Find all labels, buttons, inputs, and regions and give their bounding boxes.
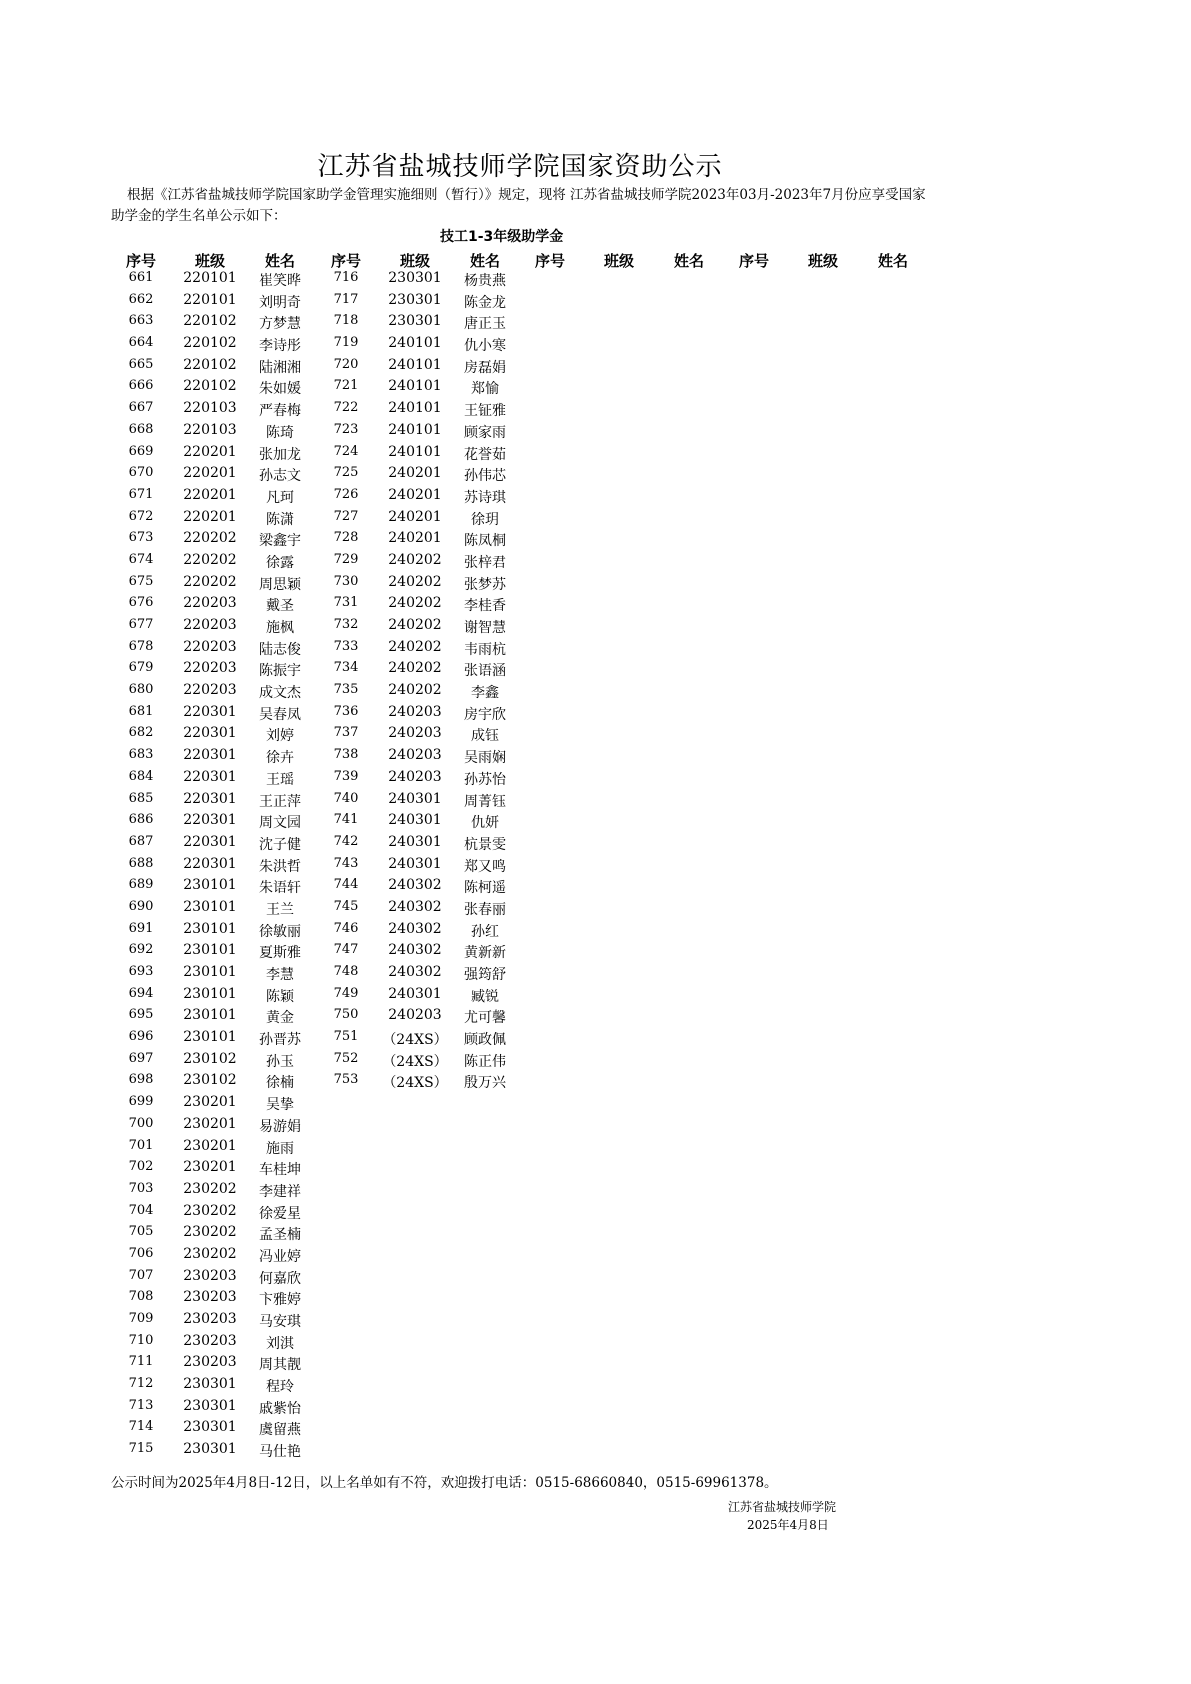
- cell-no: 743: [333, 855, 359, 871]
- cell-name: 张语涵: [464, 663, 506, 680]
- cell-name: 卞雅婷: [259, 1292, 301, 1309]
- cell-name: 张梦苏: [464, 576, 506, 593]
- cell-class: 240302: [388, 877, 442, 894]
- cell-class: 230301: [388, 313, 442, 330]
- cell-name: 陈金龙: [464, 294, 506, 311]
- cell-name: 陈凤桐: [464, 533, 506, 550]
- cell-name: 刘淇: [266, 1335, 294, 1352]
- cell-no: 738: [333, 747, 359, 763]
- header-class-2: 班级: [399, 252, 430, 270]
- cell-name: 孙红: [471, 923, 499, 940]
- header-no-4: 序号: [738, 252, 769, 270]
- cell-name: 黄金: [266, 1010, 294, 1027]
- cell-no: 730: [333, 573, 359, 589]
- cell-class: 230301: [183, 1441, 237, 1458]
- cell-class: 230101: [183, 877, 237, 894]
- cell-no: 703: [128, 1180, 154, 1196]
- cell-class: 220103: [183, 421, 237, 438]
- cell-no: 740: [333, 790, 359, 806]
- cell-name: 徐玥: [471, 511, 499, 528]
- cell-no: 702: [128, 1159, 154, 1175]
- cell-class: 230301: [183, 1376, 237, 1393]
- cell-class: 240101: [388, 400, 442, 417]
- cell-name: 王钲雅: [464, 403, 506, 420]
- header-name-4: 姓名: [877, 252, 908, 270]
- cell-no: 667: [128, 400, 154, 416]
- cell-class: 240301: [388, 812, 442, 829]
- cell-name: 徐楠: [266, 1075, 294, 1092]
- cell-no: 663: [128, 313, 154, 329]
- header-no-3: 序号: [534, 252, 565, 270]
- cell-no: 708: [128, 1289, 154, 1305]
- cell-no: 687: [128, 833, 154, 849]
- cell-class: 220202: [183, 530, 237, 547]
- cell-class: 220301: [183, 747, 237, 764]
- cell-no: 752: [333, 1050, 359, 1066]
- cell-class: 240202: [388, 682, 442, 699]
- cell-no: 717: [333, 291, 359, 307]
- cell-class: 220203: [183, 660, 237, 677]
- cell-no: 685: [128, 790, 154, 806]
- cell-no: 701: [128, 1137, 154, 1153]
- cell-name: 陈振宇: [259, 663, 301, 680]
- cell-class: 220201: [183, 508, 237, 525]
- cell-no: 668: [128, 421, 154, 437]
- cell-no: 670: [128, 465, 154, 481]
- cell-no: 679: [128, 660, 154, 676]
- cell-name: 吴春凤: [259, 706, 301, 723]
- cell-name: 张梓君: [464, 554, 506, 571]
- cell-class: 230101: [183, 942, 237, 959]
- cell-name: 程玲: [266, 1379, 294, 1396]
- cell-no: 675: [128, 573, 154, 589]
- cell-name: 陈琦: [266, 424, 294, 441]
- cell-class: 240101: [388, 378, 442, 395]
- cell-class: 240302: [388, 898, 442, 915]
- cell-no: 709: [128, 1311, 154, 1326]
- header-name-3: 姓名: [673, 252, 704, 270]
- cell-no: 714: [128, 1419, 154, 1435]
- cell-class: 240202: [388, 638, 442, 655]
- cell-name: 苏诗琪: [464, 489, 506, 506]
- cell-name: 杨贵燕: [464, 273, 506, 289]
- cell-class: 230101: [183, 1029, 237, 1046]
- cell-no: 683: [128, 747, 154, 763]
- cell-name: 陈柯遥: [464, 880, 506, 897]
- cell-no: 671: [128, 486, 154, 502]
- cell-name: 强筠舒: [464, 967, 506, 983]
- header-class-4: 班级: [807, 252, 838, 270]
- cell-no: 719: [333, 335, 359, 351]
- cell-no: 706: [128, 1245, 154, 1261]
- cell-class: （24XS）: [382, 1075, 448, 1092]
- cell-no: 672: [128, 508, 154, 524]
- cell-name: 周文园: [259, 815, 301, 832]
- cell-no: 713: [128, 1397, 154, 1413]
- cell-name: 尤可馨: [464, 1010, 506, 1027]
- cell-name: 崔笑晔: [259, 273, 301, 289]
- cell-name: 夏斯雅: [259, 945, 301, 962]
- cell-name: 孙玉: [266, 1053, 294, 1070]
- cell-class: 220203: [183, 638, 237, 655]
- cell-class: 240301: [388, 790, 442, 807]
- header-class-1: 班级: [194, 252, 225, 270]
- cell-class: 230301: [183, 1419, 237, 1436]
- cell-class: 230203: [183, 1311, 237, 1327]
- cell-class: 220203: [183, 595, 237, 612]
- cell-name: 周菁钰: [464, 793, 506, 810]
- header-no-1: 序号: [125, 252, 156, 270]
- cell-class: 220102: [183, 378, 237, 395]
- cell-name: 李鑫: [471, 685, 499, 702]
- cell-no: 699: [128, 1094, 154, 1110]
- cell-no: 680: [128, 682, 154, 698]
- cell-name: 徐露: [266, 554, 294, 571]
- cell-class: 230301: [388, 291, 442, 308]
- footer-notice: 公示时间为2025年4月8日-12日，以上名单如有不符，欢迎拨打电话：0515-68660840，0515-69961378。: [111, 1475, 778, 1491]
- cell-name: 王正萍: [259, 793, 301, 810]
- cell-class: 220203: [183, 682, 237, 699]
- cell-no: 692: [128, 942, 154, 958]
- cell-no: 725: [333, 465, 359, 481]
- cell-class: 230101: [183, 920, 237, 937]
- cell-no: 697: [128, 1050, 154, 1066]
- cell-name: 王瑶: [266, 771, 294, 788]
- cell-no: 753: [333, 1072, 359, 1088]
- header-name-2: 姓名: [469, 252, 500, 270]
- cell-class: 220301: [183, 725, 237, 742]
- cell-name: 戴圣: [266, 598, 294, 615]
- intro-paragraph: 根据《江苏省盐城技师学院国家助学金管理实施细则（暂行）》规定，现将 江苏省盐城技师学院2023年03月-2023年7月份应享受国家助学金的学生名单公示如下：: [111, 187, 926, 224]
- cell-name: 李建祥: [259, 1183, 301, 1200]
- cell-class: 240201: [388, 508, 442, 525]
- cell-class: 220101: [183, 291, 237, 308]
- cell-class: 240202: [388, 595, 442, 612]
- cell-class: 220201: [183, 443, 237, 460]
- cell-name: 王兰: [266, 901, 294, 918]
- cell-name: 张加龙: [259, 446, 301, 463]
- cell-name: 仇小寒: [464, 338, 506, 355]
- cell-name: 徐爱星: [259, 1205, 301, 1222]
- cell-no: 673: [128, 530, 154, 546]
- cell-class: 240202: [388, 551, 442, 568]
- cell-class: 240302: [388, 920, 442, 937]
- cell-name: 韦雨杭: [464, 641, 506, 658]
- cell-no: 751: [333, 1029, 359, 1045]
- cell-class: 230101: [183, 985, 237, 1002]
- cell-class: 230203: [183, 1354, 237, 1371]
- cell-name: 顾家雨: [464, 424, 506, 441]
- cell-name: 臧锐: [471, 988, 499, 1005]
- cell-no: 726: [333, 486, 359, 502]
- cell-no: 662: [128, 291, 154, 307]
- cell-class: 230101: [183, 898, 237, 915]
- cell-class: 240101: [388, 356, 442, 373]
- cell-class: 220102: [183, 313, 237, 330]
- cell-name: 仇妍: [471, 815, 499, 832]
- cell-no: 704: [128, 1202, 154, 1218]
- cell-no: 716: [333, 270, 359, 285]
- cell-class: 220301: [183, 703, 237, 720]
- cell-no: 722: [333, 400, 359, 416]
- cell-no: 744: [333, 877, 359, 893]
- cell-class: 230102: [183, 1072, 237, 1089]
- cell-no: 664: [128, 335, 154, 351]
- cell-name: 李桂香: [464, 598, 506, 615]
- cell-name: 郑又鸣: [464, 858, 506, 875]
- cell-class: 220201: [183, 465, 237, 482]
- cell-name: 谢智慧: [464, 620, 506, 636]
- cell-name: 孙苏怡: [464, 771, 506, 788]
- cell-class: 220102: [183, 335, 237, 352]
- cell-name: 何嘉欣: [259, 1270, 301, 1287]
- cell-no: 665: [128, 356, 154, 372]
- cell-name: 徐卉: [266, 750, 294, 767]
- cell-name: 唐正玉: [464, 316, 506, 333]
- cell-name: 车桂坤: [259, 1162, 301, 1179]
- cell-class: 240301: [388, 985, 442, 1002]
- cell-no: 715: [128, 1441, 154, 1457]
- cell-class: 240302: [388, 942, 442, 959]
- cell-name: 戚紫怡: [259, 1400, 301, 1417]
- cell-name: 陈正伟: [464, 1053, 506, 1070]
- cell-name: 陈颖: [266, 988, 294, 1005]
- table-subtitle: 技工1-3年级助学金: [440, 229, 564, 245]
- cell-class: 240201: [388, 486, 442, 503]
- cell-no: 729: [333, 551, 359, 567]
- cell-name: 陆志俊: [259, 641, 301, 658]
- cell-class: （24XS）: [382, 1032, 448, 1049]
- cell-no: 733: [333, 638, 359, 654]
- cell-class: 220102: [183, 356, 237, 373]
- cell-no: 710: [128, 1332, 154, 1348]
- cell-name: 李慧: [266, 967, 294, 983]
- cell-no: 661: [128, 270, 154, 285]
- cell-class: 240202: [388, 660, 442, 677]
- cell-class: 230203: [183, 1332, 237, 1349]
- cell-no: 742: [333, 833, 359, 849]
- cell-no: 698: [128, 1072, 154, 1088]
- cell-name: 凡珂: [266, 489, 294, 506]
- cell-class: 230301: [388, 270, 442, 286]
- cell-no: 678: [128, 638, 154, 654]
- cell-name: 施雨: [266, 1140, 294, 1157]
- cell-no: 707: [128, 1267, 154, 1283]
- cell-no: 712: [128, 1376, 154, 1392]
- cell-name: 刘明奇: [259, 294, 301, 311]
- cell-no: 724: [333, 443, 359, 459]
- cell-no: 688: [128, 855, 154, 871]
- cell-name: 杭景雯: [464, 836, 506, 853]
- cell-name: 周其靓: [259, 1357, 301, 1374]
- cell-name: 冯业婷: [259, 1248, 301, 1265]
- cell-no: 690: [128, 898, 154, 914]
- cell-class: 230201: [183, 1159, 237, 1176]
- cell-name: 吴雨娴: [464, 750, 506, 767]
- cell-name: 沈子健: [259, 836, 301, 853]
- header-name-1: 姓名: [264, 252, 295, 270]
- cell-class: 230201: [183, 1115, 237, 1132]
- header-no-2: 序号: [330, 252, 361, 270]
- cell-name: 周思颖: [259, 576, 301, 593]
- cell-class: 240302: [388, 964, 442, 980]
- cell-name: 孙志文: [259, 468, 301, 485]
- cell-name: 马安琪: [259, 1314, 301, 1330]
- cell-class: 230301: [183, 1397, 237, 1414]
- cell-name: 严春梅: [259, 403, 301, 420]
- cell-no: 686: [128, 812, 154, 828]
- cell-no: 747: [333, 942, 359, 958]
- cell-class: 230202: [183, 1202, 237, 1219]
- cell-class: 230202: [183, 1224, 237, 1241]
- cell-name: 刘婷: [266, 728, 294, 745]
- cell-no: 696: [128, 1029, 154, 1045]
- cell-no: 741: [333, 812, 359, 828]
- cell-class: 240201: [388, 530, 442, 547]
- cell-name: 殷万兴: [464, 1075, 506, 1092]
- cell-name: 顾政佩: [464, 1032, 506, 1049]
- cell-class: 220301: [183, 833, 237, 850]
- cell-no: 666: [128, 378, 154, 394]
- cell-name: 虞留燕: [259, 1422, 301, 1439]
- cell-name: 孟圣楠: [259, 1227, 301, 1244]
- cell-class: 240203: [388, 1007, 442, 1024]
- cell-class: 240101: [388, 443, 442, 460]
- cell-class: 230101: [183, 964, 237, 980]
- cell-class: 230203: [183, 1289, 237, 1306]
- cell-no: 737: [333, 725, 359, 741]
- cell-no: 750: [333, 1007, 359, 1023]
- cell-name: 孙伟芯: [464, 468, 506, 485]
- cell-class: 220203: [183, 617, 237, 633]
- cell-no: 682: [128, 725, 154, 741]
- cell-class: 240203: [388, 768, 442, 785]
- cell-name: 孙晋苏: [259, 1032, 301, 1049]
- cell-class: 220301: [183, 790, 237, 807]
- cell-class: 220202: [183, 573, 237, 590]
- cell-no: 720: [333, 356, 359, 372]
- cell-class: 240203: [388, 725, 442, 742]
- cell-name: 易游娟: [259, 1118, 301, 1135]
- cell-class: 220202: [183, 551, 237, 568]
- cell-no: 693: [128, 964, 154, 979]
- cell-no: 739: [333, 768, 359, 784]
- cell-class: 220301: [183, 812, 237, 829]
- cell-name: 李诗彤: [259, 338, 301, 355]
- cell-no: 746: [333, 920, 359, 936]
- header-class-3: 班级: [603, 252, 634, 270]
- signature-date: 2025年4月8日: [747, 1518, 829, 1532]
- cell-class: 230201: [183, 1137, 237, 1154]
- cell-class: 220103: [183, 400, 237, 417]
- cell-name: 马仕艳: [259, 1444, 301, 1461]
- cell-no: 700: [128, 1115, 154, 1131]
- cell-class: 240301: [388, 833, 442, 850]
- cell-no: 749: [333, 985, 359, 1001]
- cell-no: 718: [333, 313, 359, 329]
- cell-no: 676: [128, 595, 154, 611]
- cell-class: 240202: [388, 573, 442, 590]
- cell-no: 734: [333, 660, 359, 676]
- cell-no: 689: [128, 877, 154, 893]
- cell-no: 728: [333, 530, 359, 546]
- cell-name: 花誉茹: [464, 446, 506, 463]
- cell-class: 240203: [388, 703, 442, 720]
- cell-class: 240201: [388, 465, 442, 482]
- signature-org: 江苏省盐城技师学院: [728, 1500, 837, 1514]
- cell-no: 735: [333, 682, 359, 698]
- cell-name: 朱语轩: [259, 880, 301, 897]
- cell-class: 240202: [388, 617, 442, 633]
- cell-name: 成钰: [471, 728, 499, 745]
- cell-name: 施枫: [266, 620, 294, 636]
- cell-no: 723: [333, 421, 359, 437]
- cell-name: 徐敏丽: [259, 923, 301, 940]
- cell-no: 691: [128, 920, 154, 936]
- cell-name: 方梦慧: [259, 316, 301, 333]
- cell-name: 成文杰: [259, 685, 301, 702]
- cell-no: 731: [333, 595, 359, 611]
- cell-no: 748: [333, 964, 359, 979]
- cell-no: 677: [128, 617, 154, 632]
- cell-class: 220201: [183, 486, 237, 503]
- page-title: 江苏省盐城技师学院国家资助公示: [317, 152, 723, 182]
- cell-class: （24XS）: [382, 1053, 448, 1070]
- cell-name: 陈潇: [266, 511, 294, 528]
- cell-name: 梁鑫宇: [259, 533, 301, 550]
- cell-name: 房磊娟: [464, 359, 506, 376]
- cell-class: 240101: [388, 421, 442, 438]
- cell-no: 732: [333, 617, 359, 632]
- cell-class: 230101: [183, 1007, 237, 1024]
- cell-no: 705: [128, 1224, 154, 1240]
- cell-name: 陆湘湘: [259, 359, 301, 376]
- cell-name: 房宇欣: [464, 706, 506, 723]
- cell-name: 郑愉: [471, 381, 499, 398]
- cell-class: 230202: [183, 1245, 237, 1262]
- cell-no: 745: [333, 898, 359, 914]
- cell-name: 黄新新: [464, 945, 506, 962]
- cell-no: 695: [128, 1007, 154, 1023]
- cell-no: 684: [128, 768, 154, 784]
- cell-class: 230102: [183, 1050, 237, 1067]
- cell-class: 240301: [388, 855, 442, 872]
- cell-no: 694: [128, 985, 154, 1001]
- cell-class: 220301: [183, 768, 237, 785]
- cell-name: 张春丽: [464, 901, 506, 918]
- cell-name: 朱如媛: [259, 381, 301, 398]
- cell-class: 240101: [388, 335, 442, 352]
- cell-no: 736: [333, 703, 359, 719]
- cell-class: 230202: [183, 1180, 237, 1197]
- cell-no: 669: [128, 443, 154, 459]
- cell-class: 220101: [183, 270, 237, 286]
- cell-class: 220301: [183, 855, 237, 872]
- cell-no: 727: [333, 508, 359, 524]
- cell-class: 240203: [388, 747, 442, 764]
- cell-class: 230201: [183, 1094, 237, 1111]
- cell-no: 721: [333, 378, 359, 394]
- cell-no: 674: [128, 551, 154, 567]
- cell-no: 711: [128, 1354, 154, 1370]
- cell-name: 朱洪哲: [259, 858, 301, 875]
- cell-no: 681: [128, 703, 154, 719]
- cell-class: 230203: [183, 1267, 237, 1284]
- cell-name: 吴挚: [266, 1097, 294, 1114]
